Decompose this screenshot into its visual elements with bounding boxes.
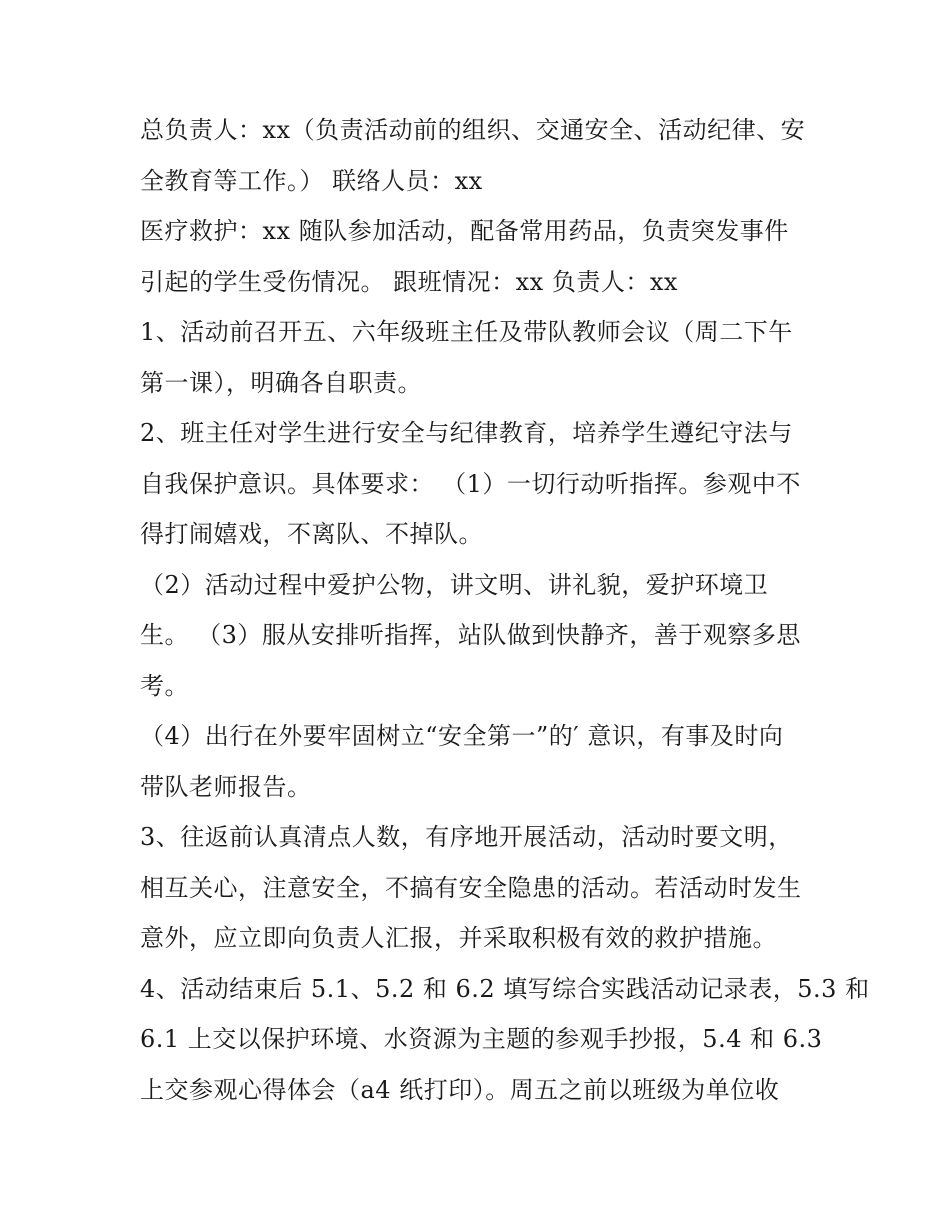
text-line: 全教育等工作。） 联络人员：xx (140, 167, 483, 195)
text-line: 生。 （3）服从安排听指挥，站队做到快静齐，善于观察多思 (140, 621, 801, 649)
text-line: 带队老师报告。 (140, 773, 312, 801)
text-line: 总负责人：xx（负责活动前的组织、交通安全、活动纪律、安 (140, 116, 806, 144)
text-line: 医疗救护：xx 随队参加活动，配备常用药品，负责突发事件 (140, 217, 789, 245)
text-line: 意外，应立即向负责人汇报，并采取积极有效的救护措施。 (140, 924, 777, 952)
text-line: 1、活动前召开五、六年级班主任及带队教师会议（周二下午 (140, 318, 793, 346)
text-line: 第一课），明确各自职责。 (140, 369, 422, 397)
text-line: （2）活动过程中爱护公物，讲文明、讲礼貌，爱护环境卫 (140, 571, 769, 599)
text-line: 4、活动结束后 5.1、5.2 和 6.2 填写综合实践活动记录表，5.3 和 (140, 975, 870, 1003)
text-line: 上交参观心得体会（a4 纸打印）。周五之前以班级为单位收 (140, 1076, 780, 1104)
text-line: 2、班主任对学生进行安全与纪律教育，培养学生遵纪守法与 (140, 419, 793, 447)
text-line: 自我保护意识。具体要求： （1）一切行动听指挥。参观中不 (140, 470, 801, 498)
text-line: 引起的学生受伤情况。 跟班情况：xx 负责人：xx (140, 268, 678, 296)
text-line: （4）出行在外要牢固树立“安全第一”的′ 意识，有事及时向 (140, 722, 784, 750)
text-line: 3、往返前认真清点人数，有序地开展活动，活动时要文明， (140, 823, 793, 851)
text-line: 考。 (140, 672, 189, 700)
text-line: 得打闹嬉戏，不离队、不掉队。 (140, 520, 483, 548)
text-line: 6.1 上交以保护环境、水资源为主题的参观手抄报，5.4 和 6.3 (140, 1025, 823, 1053)
text-line: 相互关心，注意安全，不搞有安全隐患的活动。若活动时发生 (140, 874, 802, 902)
